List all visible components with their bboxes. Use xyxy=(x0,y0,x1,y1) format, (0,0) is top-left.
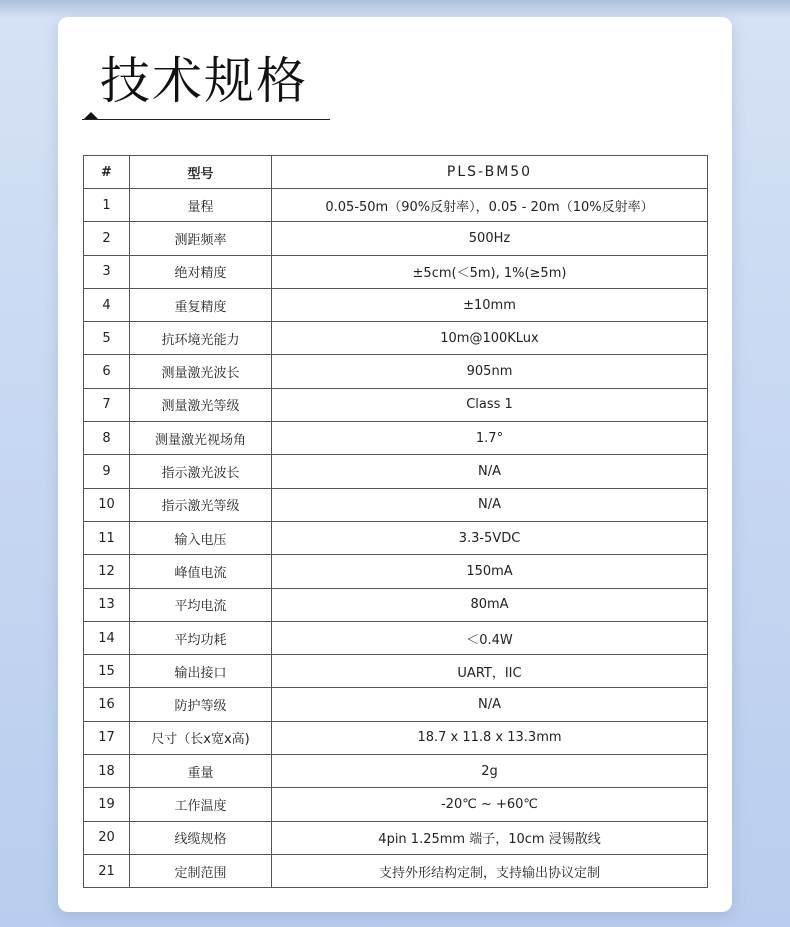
row-index: 15 xyxy=(84,655,130,688)
row-param-value: 905nm xyxy=(272,355,708,388)
row-index: 14 xyxy=(84,621,130,654)
table-row xyxy=(84,788,708,821)
table-row xyxy=(84,322,708,355)
row-index: 1 xyxy=(84,189,130,222)
table-row xyxy=(84,721,708,754)
table-row xyxy=(84,821,708,854)
row-param-value: N/A xyxy=(272,488,708,521)
row-param-value: -20℃ ~ +60℃ xyxy=(272,788,708,821)
row-param-value: ±5cm(＜5m), 1%(≥5m) xyxy=(272,255,708,288)
spec-table xyxy=(83,155,708,888)
row-param-value: 18.7 x 11.8 x 13.3mm xyxy=(272,721,708,754)
row-param-name: 峰值电流 xyxy=(130,555,272,588)
header-param: 型号 xyxy=(130,156,272,189)
table-row xyxy=(84,189,708,222)
row-param-name: 重复精度 xyxy=(130,288,272,321)
row-param-name: 定制范围 xyxy=(130,854,272,887)
row-param-value: 1.7° xyxy=(272,422,708,455)
row-param-value: 3.3-5VDC xyxy=(272,521,708,554)
row-param-name: 工作温度 xyxy=(130,788,272,821)
row-param-name: 绝对精度 xyxy=(130,255,272,288)
row-index: 2 xyxy=(84,222,130,255)
table-row xyxy=(84,588,708,621)
row-param-value: 0.05-50m（90%反射率），0.05 - 20m（10%反射率） xyxy=(272,189,708,222)
row-index: 16 xyxy=(84,688,130,721)
row-param-name: 抗环境光能力 xyxy=(130,322,272,355)
row-param-name: 重量 xyxy=(130,755,272,788)
page-title: 技术规格 xyxy=(100,52,308,110)
table-row xyxy=(84,455,708,488)
row-param-name: 指示激光波长 xyxy=(130,455,272,488)
spec-card xyxy=(58,17,732,912)
row-param-value: UART，IIC xyxy=(272,655,708,688)
row-param-name: 测量激光等级 xyxy=(130,388,272,421)
section-header xyxy=(82,49,332,121)
row-param-value: ±10mm xyxy=(272,288,708,321)
table-row xyxy=(84,222,708,255)
row-index: 20 xyxy=(84,821,130,854)
row-param-value: 10m@100KLux xyxy=(272,322,708,355)
table-row xyxy=(84,854,708,887)
table-row xyxy=(84,488,708,521)
table-row xyxy=(84,255,708,288)
table-row xyxy=(84,388,708,421)
row-param-value: 2g xyxy=(272,755,708,788)
title-underline xyxy=(82,119,330,120)
row-param-value: 150mA xyxy=(272,555,708,588)
row-param-value: 支持外形结构定制，支持输出协议定制 xyxy=(272,854,708,887)
table-row xyxy=(84,355,708,388)
row-param-name: 测量激光波长 xyxy=(130,355,272,388)
row-index: 10 xyxy=(84,488,130,521)
top-background-band xyxy=(0,0,790,18)
row-index: 9 xyxy=(84,455,130,488)
row-param-name: 输出接口 xyxy=(130,655,272,688)
row-index: 8 xyxy=(84,422,130,455)
row-param-name: 尺寸（长x宽x高) xyxy=(130,721,272,754)
row-index: 17 xyxy=(84,721,130,754)
row-index: 5 xyxy=(84,322,130,355)
table-row xyxy=(84,521,708,554)
table-row xyxy=(84,555,708,588)
header-model: PLS-BM50 xyxy=(272,156,708,189)
row-param-name: 量程 xyxy=(130,189,272,222)
table-header-row xyxy=(84,156,708,189)
table-row xyxy=(84,422,708,455)
row-index: 7 xyxy=(84,388,130,421)
table-row xyxy=(84,755,708,788)
row-index: 13 xyxy=(84,588,130,621)
row-param-name: 防护等级 xyxy=(130,688,272,721)
row-param-value: 500Hz xyxy=(272,222,708,255)
row-param-name: 平均功耗 xyxy=(130,621,272,654)
table-row xyxy=(84,621,708,654)
table-row xyxy=(84,288,708,321)
row-param-name: 测量激光视场角 xyxy=(130,422,272,455)
row-param-name: 线缆规格 xyxy=(130,821,272,854)
row-param-value: ＜0.4W xyxy=(272,621,708,654)
row-index: 11 xyxy=(84,521,130,554)
row-param-value: N/A xyxy=(272,455,708,488)
row-index: 6 xyxy=(84,355,130,388)
title-marker-triangle xyxy=(84,112,98,119)
row-index: 4 xyxy=(84,288,130,321)
table-row xyxy=(84,655,708,688)
row-param-name: 输入电压 xyxy=(130,521,272,554)
row-index: 3 xyxy=(84,255,130,288)
row-index: 18 xyxy=(84,755,130,788)
row-param-name: 平均电流 xyxy=(130,588,272,621)
row-index: 21 xyxy=(84,854,130,887)
row-param-value: 80mA xyxy=(272,588,708,621)
row-index: 12 xyxy=(84,555,130,588)
row-param-value: Class 1 xyxy=(272,388,708,421)
row-param-value: 4pin 1.25mm 端子，10cm 浸锡散线 xyxy=(272,821,708,854)
table-row xyxy=(84,688,708,721)
row-param-name: 指示激光等级 xyxy=(130,488,272,521)
row-param-value: N/A xyxy=(272,688,708,721)
header-index: # xyxy=(84,156,130,189)
row-index: 19 xyxy=(84,788,130,821)
row-param-name: 测距频率 xyxy=(130,222,272,255)
